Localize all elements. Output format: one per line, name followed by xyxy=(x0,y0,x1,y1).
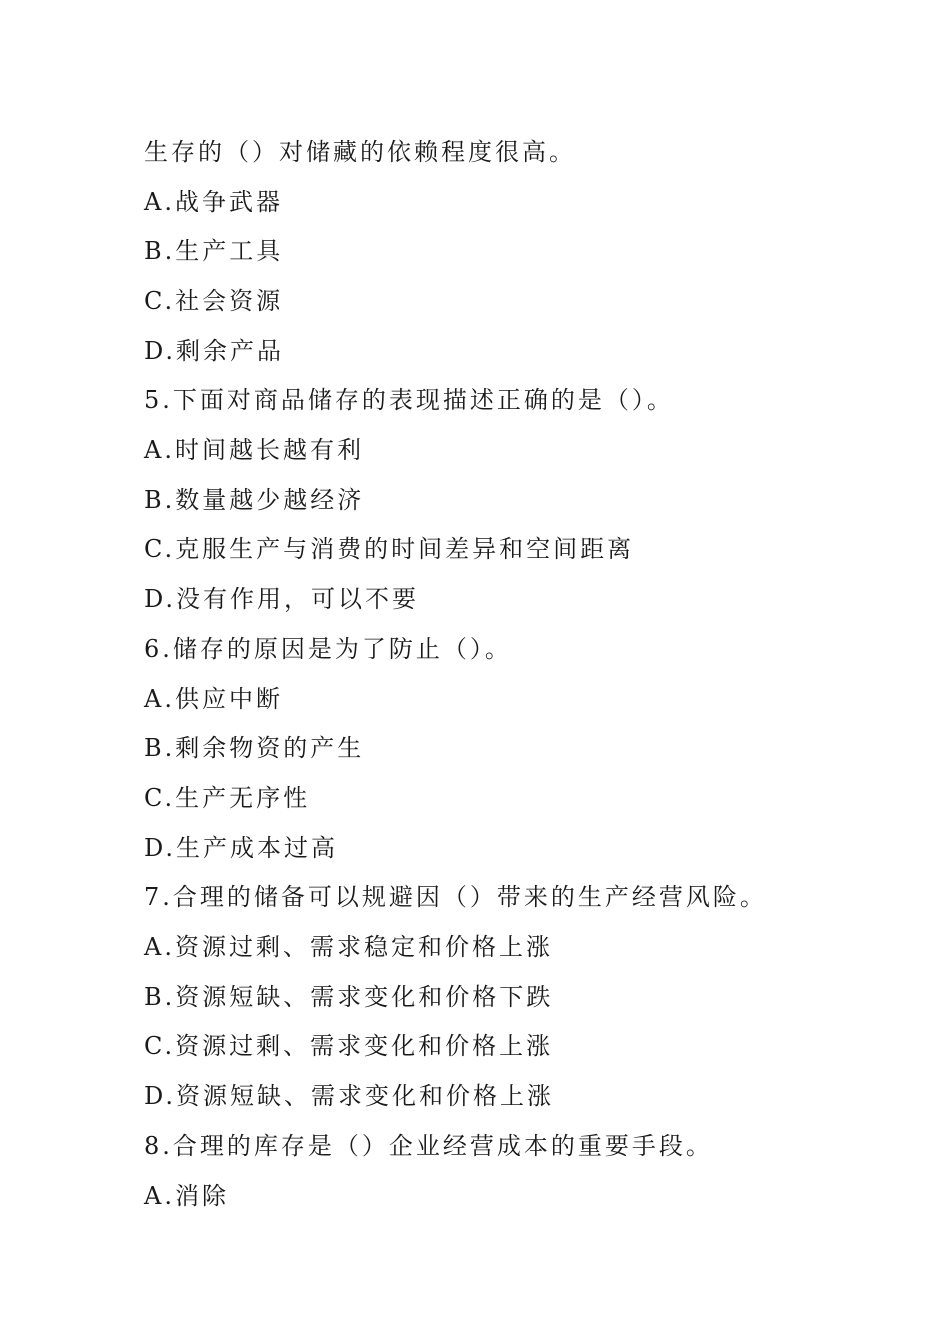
question-7-option-b: B.资源短缺、需求变化和价格下跌 xyxy=(144,983,554,1011)
question-4-option-d: D.剩余产品 xyxy=(144,337,285,365)
question-5-option-c: C.克服生产与消费的时间差异和空间距离 xyxy=(144,535,635,563)
question-6-option-b: B.剩余物资的产生 xyxy=(144,734,365,762)
question-6-option-d: D.生产成本过高 xyxy=(144,834,339,862)
question-4-stem-continued: 生存的（）对储藏的依赖程度很高。 xyxy=(144,138,576,166)
question-8-stem: 8.合理的库存是（）企业经营成本的重要手段。 xyxy=(144,1132,713,1160)
question-4-option-c: C.社会资源 xyxy=(144,287,284,315)
question-5-option-b: B.数量越少越经济 xyxy=(144,486,365,514)
question-7-option-d: D.资源短缺、需求变化和价格上涨 xyxy=(144,1082,555,1110)
question-7-option-a: A.资源过剩、需求稳定和价格上涨 xyxy=(144,933,553,961)
question-5-option-d: D.没有作用，可以不要 xyxy=(144,585,420,613)
question-5-option-a: A.时间越长越有利 xyxy=(144,436,364,464)
question-4-option-a: A.战争武器 xyxy=(144,188,283,216)
question-8-option-a: A.消除 xyxy=(144,1182,229,1210)
question-4-option-b: B.生产工具 xyxy=(144,237,284,265)
question-6-stem: 6.储存的原因是为了防止（）。 xyxy=(144,635,512,663)
question-7-stem: 7.合理的储备可以规避因（）带来的生产经营风险。 xyxy=(144,883,767,911)
question-6-option-a: A.供应中断 xyxy=(144,685,283,713)
question-5-stem: 5.下面对商品储存的表现描述正确的是（）。 xyxy=(144,386,674,414)
question-7-option-c: C.资源过剩、需求变化和价格上涨 xyxy=(144,1032,554,1060)
question-6-option-c: C.生产无序性 xyxy=(144,784,311,812)
